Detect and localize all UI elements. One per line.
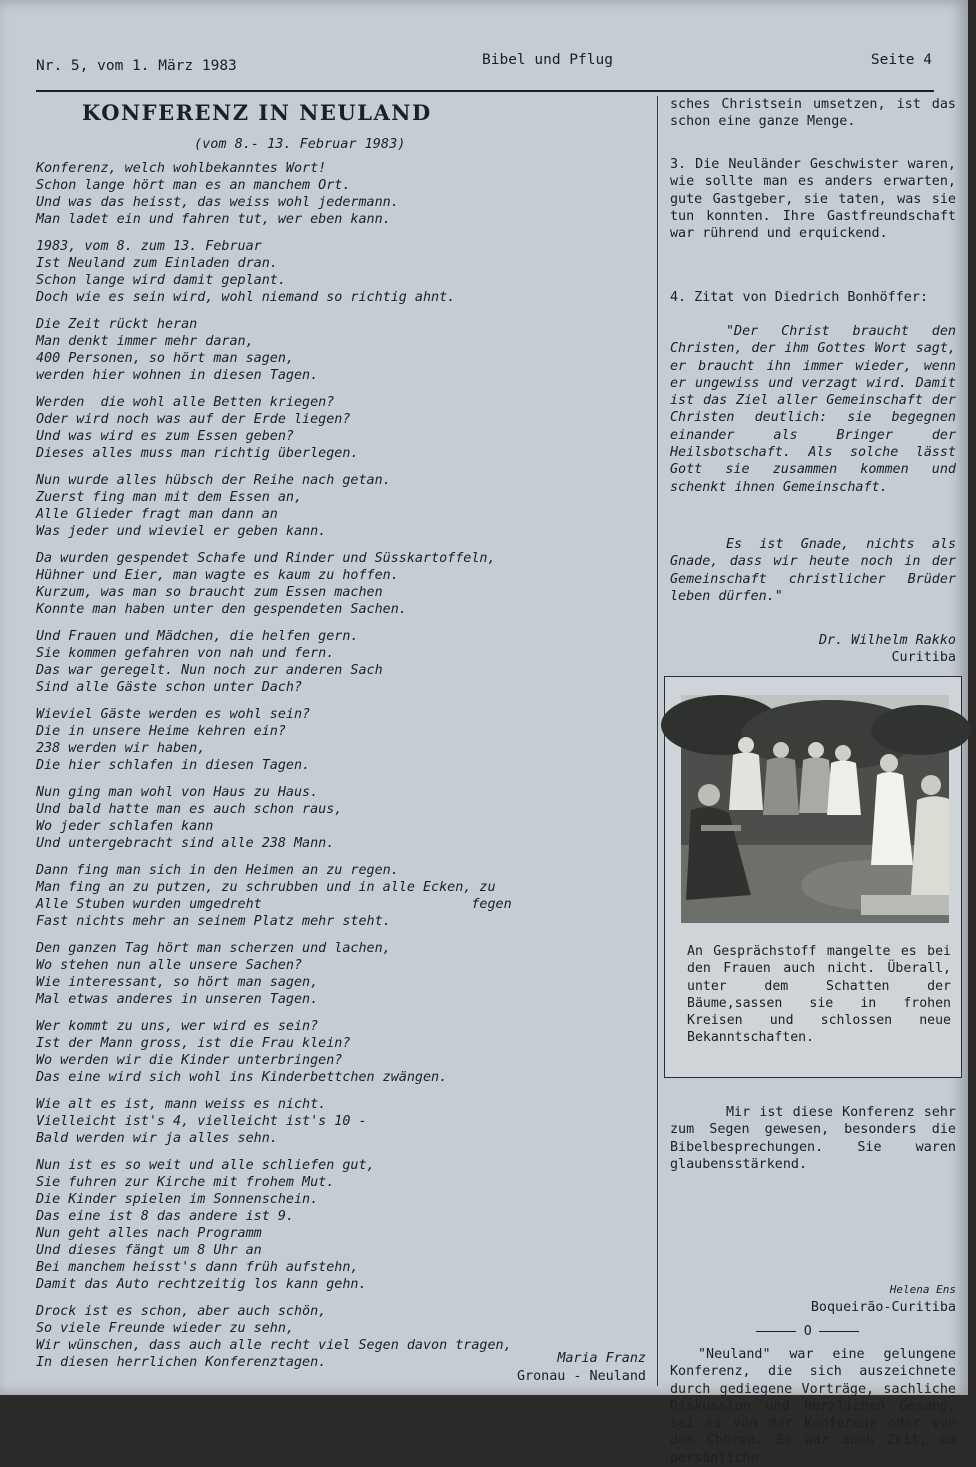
poem-stanza: Den ganzen Tag hört man scherzen und lachen, Wo stehen nun alle unsere Sachen? Wie interessant, so hört man sagen, Mal etwas anderes in unseren Tagen. (36, 940, 391, 1007)
poem-stanza: 1983, vom 8. zum 13. Februar Ist Neuland zum Einladen dran. Schon lange wird damit geplant. Doch wie es sein wird, wohl niemand so richtig ahnt. (36, 238, 456, 306)
bonhoeffer-quote: "Der Christ braucht den Christen, der ihm Gottes Wort sagt, er braucht ihn immer wieder, wenn er ungewiss und verzagt wird. Damit ist das Ziel aller Gemeinschaft der Christen deutlich: sie begegnen einander als Bringer der Heilsbotschaft. Als solche lässt Gott sie zusammen kommen und schenkt ihnen Gemeinschaft. (670, 324, 956, 495)
photo-caption: An Gesprächstoff mangelte es bei den Frauen auch nicht. Überall, unter dem Schatten der Bäume,sassen sie in frohen Kreisen und schlossen neue Bekanntschaften. (687, 944, 951, 1046)
sig1-place: Curitiba (891, 650, 956, 665)
paragraph-6: "Neuland" war eine gelungene Konferenz, die sich auszeichnete durch gediegene Vorträge, sachliche Diskussion und herzlichen Gesang, sei es von der Konferenz oder von den Chören. Es war auch Zeit, um persönliche (670, 1347, 956, 1466)
paragraph-continued: sches Christsein umsetzen, ist das schon eine ganze Menge. (670, 97, 956, 130)
poem-stanza: Nun wurde alles hübsch der Reihe nach getan. Zuerst fing man mit dem Essen an, Alle Glieder fragt man dann an Was jeder und wieviel er geben kann. (36, 472, 391, 540)
sig2-place: Boqueirão-Curitiba (810, 1300, 956, 1315)
sig1-name: Dr. Wilhelm Rakko (818, 633, 956, 648)
paragraph-3: 3. Die Neuländer Geschwister waren, wie sollte man es anders erwarten, gute Gastgeber, sie taten, was sie tun konnten. Ihre Gastfreundschaft war rührend und erquickend. (670, 157, 956, 242)
poem-author-name: Maria Franz (557, 1351, 646, 1366)
article-subtitle: (vom 8.- 13. Februar 1983) (194, 136, 406, 152)
poem-stanza: Drock ist es schon, aber auch schön, So viele Freunde wieder zu sehn, Wir wünschen, dass auch alle recht viel Segen davon tragen, In diesen herrlichen Konferenztagen. (36, 1303, 512, 1371)
poem-stanza: Da wurden gespendet Schafe und Rinder und Süsskartoffeln, Hühner und Eier, man wagte es kaum zu hoffen. Kurzum, was man so braucht zum Essen machen Konnte man haben unter den gespendeten Sachen. (36, 550, 496, 618)
page-header (36, 52, 932, 80)
poem-stanza: Wer kommt zu uns, wer wird es sein? Ist der Mann gross, ist die Frau klein? Wo werden wir die Kinder unterbringen? Das eine wird sich wohl ins Kinderbettchen zwängen. (36, 1018, 448, 1085)
poem-stanza: Werden die wohl alle Betten kriegen? Oder wird noch was auf der Erde liegen? Und was wird es zum Essen geben? Dieses alles muss man richtig überlegen. (36, 394, 359, 462)
poem-stanza: Konferenz, welch wohlbekanntes Wort! Schon lange hört man es an manchem Ort. Und was das heisst, das weiss wohl jedermann. Man ladet ein und fahren tut, wer eben kann. (36, 161, 399, 228)
poem-stanza: Wieviel Gäste werden es wohl sein? Die in unsere Heime kehren ein? 238 werden wir haben, Die hier schlafen in diesen Tagen. (36, 706, 311, 774)
separator-mark: O (803, 1324, 812, 1339)
publication-name: Bibel und Pflug (482, 52, 613, 68)
reader-signature (811, 1281, 956, 1317)
poem-stanza: Nun ging man wohl von Haus zu Haus. Und bald hatte man es auch schon raus, Wo jeder schlafen kann Und untergebracht sind alle 238 Mann. (36, 784, 343, 852)
header-rule (36, 90, 934, 92)
poem-stanza: Dann fing man sich in den Heimen an zu regen. Man fing an zu putzen, zu schrubben und in alle Ecken, zu Alle Stuben wurden umgedreht fegen Fast nichts mehr an seinem Platz mehr steht. (36, 862, 512, 929)
page-number: Seite 4 (870, 52, 932, 68)
separator (756, 1324, 859, 1339)
paragraph-5: Mir ist diese Konferenz sehr zum Segen gewesen, besonders die Bibelbesprechungen. Sie waren glaubensstärkend. (670, 1105, 956, 1172)
sig2-name: Helena Ens (889, 1283, 956, 1296)
issue-info: Nr. 5, vom 1. März 1983 (36, 58, 237, 74)
article-column (36, 98, 648, 1388)
bonhoeffer-quote-continued: Es ist Gnade, nichts als Gnade, dass wir heute noch in der Gemeinschaft christlicher Brüder leben dürfen." (670, 537, 956, 604)
poem-stanza: Und Frauen und Mädchen, die helfen gern. Sie kommen gefahren von nah und fern. Das war geregelt. Nun noch zur anderen Sach Sind alle Gäste schon unter Dach? (36, 628, 383, 696)
column-divider (657, 96, 658, 1386)
article-title: KONFERENZ IN NEULAND (82, 100, 432, 125)
poem-stanza: Nun ist es so weit und alle schliefen gut, Sie fuhren zur Kirche mit frohem Mut. Die Kinder spielen im Sonnenschein. Das eine ist 8 das andere ist 9. Nun geht alles nach Programm Und dieses fängt um 8 Uhr an Bei manchem heisst's dann früh aufstehn, Damit das Auto rechtzeitig los kann gehn. (36, 1157, 375, 1293)
poem-author-place: Gronau - Neuland (517, 1369, 646, 1384)
poem-signature (517, 1350, 646, 1386)
right-column-lower (670, 96, 956, 1466)
paragraph-4-heading: 4. Zitat von Diedrich Bonhöffer: (670, 290, 928, 305)
poem-stanza: Wie alt es ist, mann weiss es nicht. Vielleicht ist's 4, vielleicht ist's 10 - Bald werden wir ja alles sehn. (36, 1096, 367, 1146)
poem (36, 160, 648, 1381)
poem-stanza: Die Zeit rückt heran Man denkt immer mehr daran, 400 Personen, so hört man sagen, werden hier wohnen in diesen Tagen. (36, 316, 319, 384)
